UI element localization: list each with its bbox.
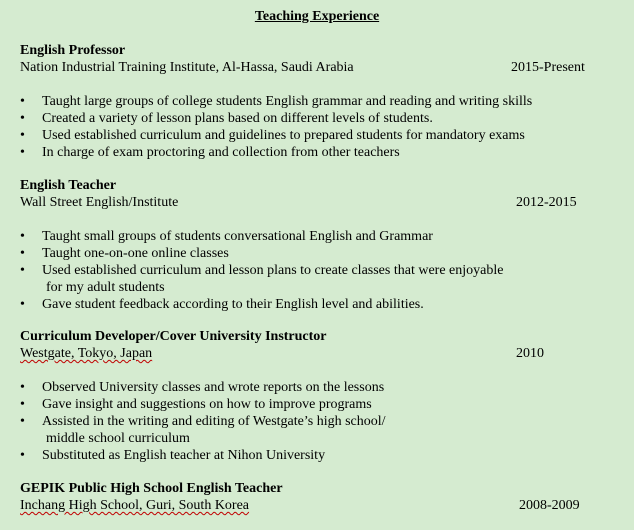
job-organization xyxy=(20,345,152,362)
bullet-text: Gave student feedback according to their English level and abilities. xyxy=(42,297,424,312)
job-bullet-list xyxy=(20,228,610,313)
list-item xyxy=(20,413,610,447)
job-dates: 2015-Present xyxy=(511,60,585,75)
job-organization-text: Westgate, Tokyo, Japan xyxy=(20,346,153,361)
list-item xyxy=(20,262,610,296)
job-organization-text: Inchang High School, Guri, South Korea xyxy=(20,498,250,513)
bullet-icon: • xyxy=(20,128,25,143)
job-bullet-list xyxy=(20,379,610,464)
bullet-text: Taught large groups of college students English grammar and reading and writing skills xyxy=(42,94,533,109)
bullet-icon: • xyxy=(20,263,25,278)
bullet-icon: • xyxy=(20,94,25,109)
bullet-icon: • xyxy=(20,448,25,463)
job-dates: 2010 xyxy=(516,346,544,361)
bullet-text: Assisted in the writing and editing of Westgate’s high school/ xyxy=(42,414,386,429)
list-item xyxy=(20,127,610,144)
bullet-icon: • xyxy=(20,380,25,395)
list-item xyxy=(20,228,610,245)
bullet-text: Used established curriculum and guidelines to prepared students for mandatory exams xyxy=(42,128,525,143)
job-dates: 2012-2015 xyxy=(516,195,577,210)
job-entry-english-teacher xyxy=(20,177,610,313)
bullet-text: Substituted as English teacher at Nihon University xyxy=(42,448,326,463)
job-org-line xyxy=(20,345,610,362)
bullet-text: Created a variety of lesson plans based on different levels of students. xyxy=(42,111,433,126)
list-item xyxy=(20,110,610,127)
bullet-icon: • xyxy=(20,414,25,429)
list-item xyxy=(20,245,610,262)
bullet-text-continuation: middle school curriculum xyxy=(46,431,190,446)
job-organization xyxy=(20,497,249,514)
list-item xyxy=(20,93,610,110)
job-organization: Wall Street English/Institute xyxy=(20,195,179,210)
list-item xyxy=(20,144,610,161)
list-item xyxy=(20,379,610,396)
job-title: Curriculum Developer/Cover University Instructor xyxy=(20,329,327,344)
job-org-line xyxy=(20,497,610,514)
bullet-icon: • xyxy=(20,111,25,126)
bullet-text: Gave insight and suggestions on how to improve programs xyxy=(42,397,372,412)
section-heading: Teaching Experience xyxy=(254,9,380,24)
bullet-icon: • xyxy=(20,397,25,412)
bullet-icon: • xyxy=(20,297,25,312)
job-title: GEPIK Public High School English Teacher xyxy=(20,481,283,496)
bullet-text: Observed University classes and wrote reports on the lessons xyxy=(42,380,385,395)
bullet-text: In charge of exam proctoring and collection from other teachers xyxy=(42,145,400,160)
bullet-text: Taught small groups of students conversational English and Grammar xyxy=(42,229,433,244)
job-entry-curriculum-developer xyxy=(20,328,610,464)
job-org-line xyxy=(20,59,610,76)
bullet-text-continuation: for my adult students xyxy=(46,280,165,295)
job-org-line xyxy=(20,194,610,211)
job-title: English Professor xyxy=(20,43,126,58)
job-entry-english-professor xyxy=(20,42,610,161)
bullet-icon: • xyxy=(20,229,25,244)
bullet-text: Taught one-on-one online classes xyxy=(42,246,229,261)
job-dates: 2008-2009 xyxy=(519,498,580,513)
bullet-icon: • xyxy=(20,145,25,160)
job-entry-gepik-teacher xyxy=(20,480,610,514)
bullet-icon: • xyxy=(20,246,25,261)
bullet-text: Used established curriculum and lesson plans to create classes that were enjoyable xyxy=(42,263,504,278)
list-item xyxy=(20,396,610,413)
job-title: English Teacher xyxy=(20,178,117,193)
list-item xyxy=(20,447,610,464)
job-organization: Nation Industrial Training Institute, Al-Hassa, Saudi Arabia xyxy=(20,60,354,75)
list-item xyxy=(20,296,610,313)
job-bullet-list xyxy=(20,93,610,161)
